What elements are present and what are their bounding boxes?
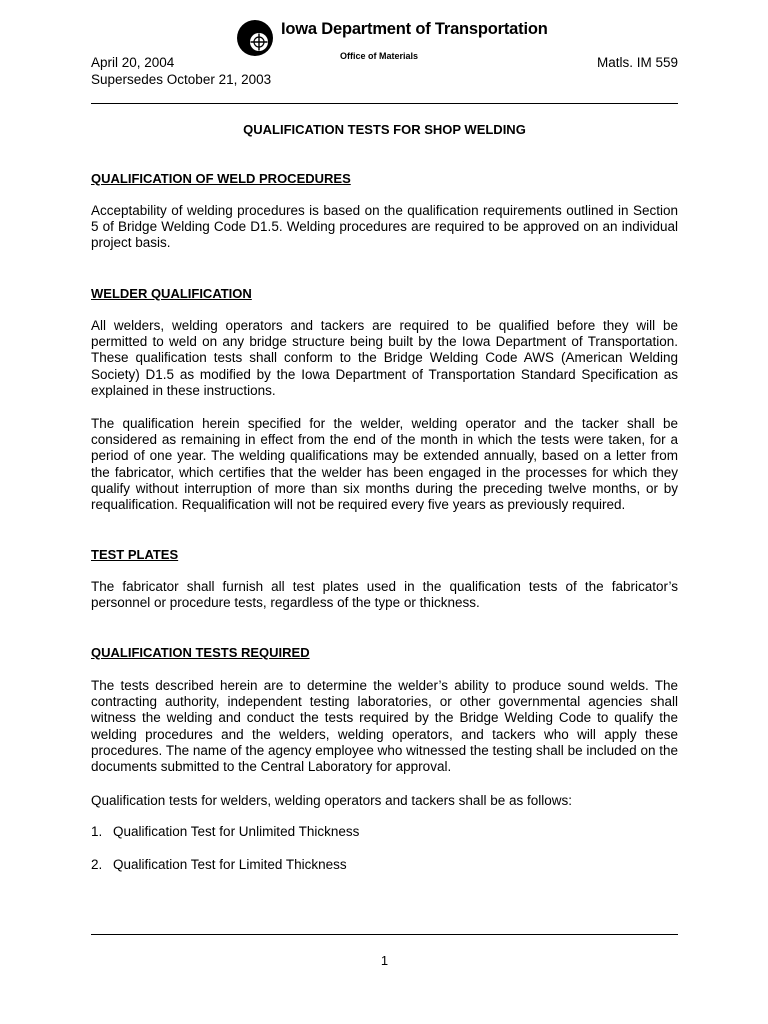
office-name: Office of Materials	[340, 51, 419, 61]
section-paragraph: Qualification tests for welders, welding operators and tackers shall be as follows:	[91, 793, 572, 808]
section-paragraph: Acceptability of welding procedures is based on the qualification requirements outlined in Section 5 of Bridge Welding Code D1.5. Welding procedures are required to be approved on an individual project basis.	[91, 203, 678, 251]
section-paragraph: The qualification herein specified for the welder, welding operator and the tacker shall be considered as remaining in effect from the end of the month in which the tests were taken, for a period of one year. The welding qualifications may be extended annually, based on a letter from the fabricator, which certifies that the welder has been engaged in the processes for which they qualify without interruption of more than six months during the preceding twelve months, or by requalification. Requalification will not be required every five years as previously required.	[91, 416, 678, 513]
section-heading: QUALIFICATION TESTS REQUIRED	[91, 645, 310, 660]
document-title: QUALIFICATION TESTS FOR SHOP WELDING	[243, 122, 526, 137]
section-heading: TEST PLATES	[91, 547, 179, 562]
document-id: Matls. IM 559	[596, 55, 678, 70]
issue-date: April 20, 2004	[91, 55, 175, 70]
list-item	[91, 857, 347, 872]
section-paragraph: All welders, welding operators and tackers are required to be qualified before they will be permitted to weld on any bridge structure being built by the Iowa Department of Transportation. These qualification tests shall conform to the Bridge Welding Code AWS (American Welding Society) D1.5 as modified by the Iowa Department of Transportation Standard Specification as explained in these instructions.	[91, 318, 678, 398]
header-dates	[91, 54, 271, 88]
section-heading: QUALIFICATION OF WELD PROCEDURES	[91, 171, 351, 186]
list-item	[91, 824, 359, 839]
section-paragraph: The fabricator shall furnish all test plates used in the qualification tests of the fabricator’s personnel or procedure tests, regardless of the type or thickness.	[91, 579, 678, 611]
list-item-number: 1.	[91, 824, 103, 839]
list-item-text: Qualification Test for Limited Thickness	[113, 857, 347, 872]
supersedes-date: Supersedes October 21, 2003	[91, 72, 272, 87]
iowa-dot-logo-icon	[236, 19, 274, 57]
footer-divider	[91, 934, 678, 935]
header-divider	[91, 103, 678, 104]
list-item-text: Qualification Test for Unlimited Thickness	[113, 824, 360, 839]
section-heading: WELDER QUALIFICATION	[91, 286, 252, 301]
page-number: 1	[380, 953, 389, 968]
list-item-number: 2.	[91, 857, 103, 872]
section-paragraph: The tests described herein are to determine the welder’s ability to produce sound welds. The contracting authority, independent testing laboratories, or other governmental agencies shall witness the welding and conduct the tests required by the Bridge Welding Code to qualify the welding procedures and the welders, welding operators, and tackers who will apply these procedures. The name of the agency employee who witnessed the testing shall be included on the documents submitted to the Central Laboratory for approval.	[91, 678, 678, 775]
agency-name: Iowa Department of Transportation	[281, 20, 548, 38]
